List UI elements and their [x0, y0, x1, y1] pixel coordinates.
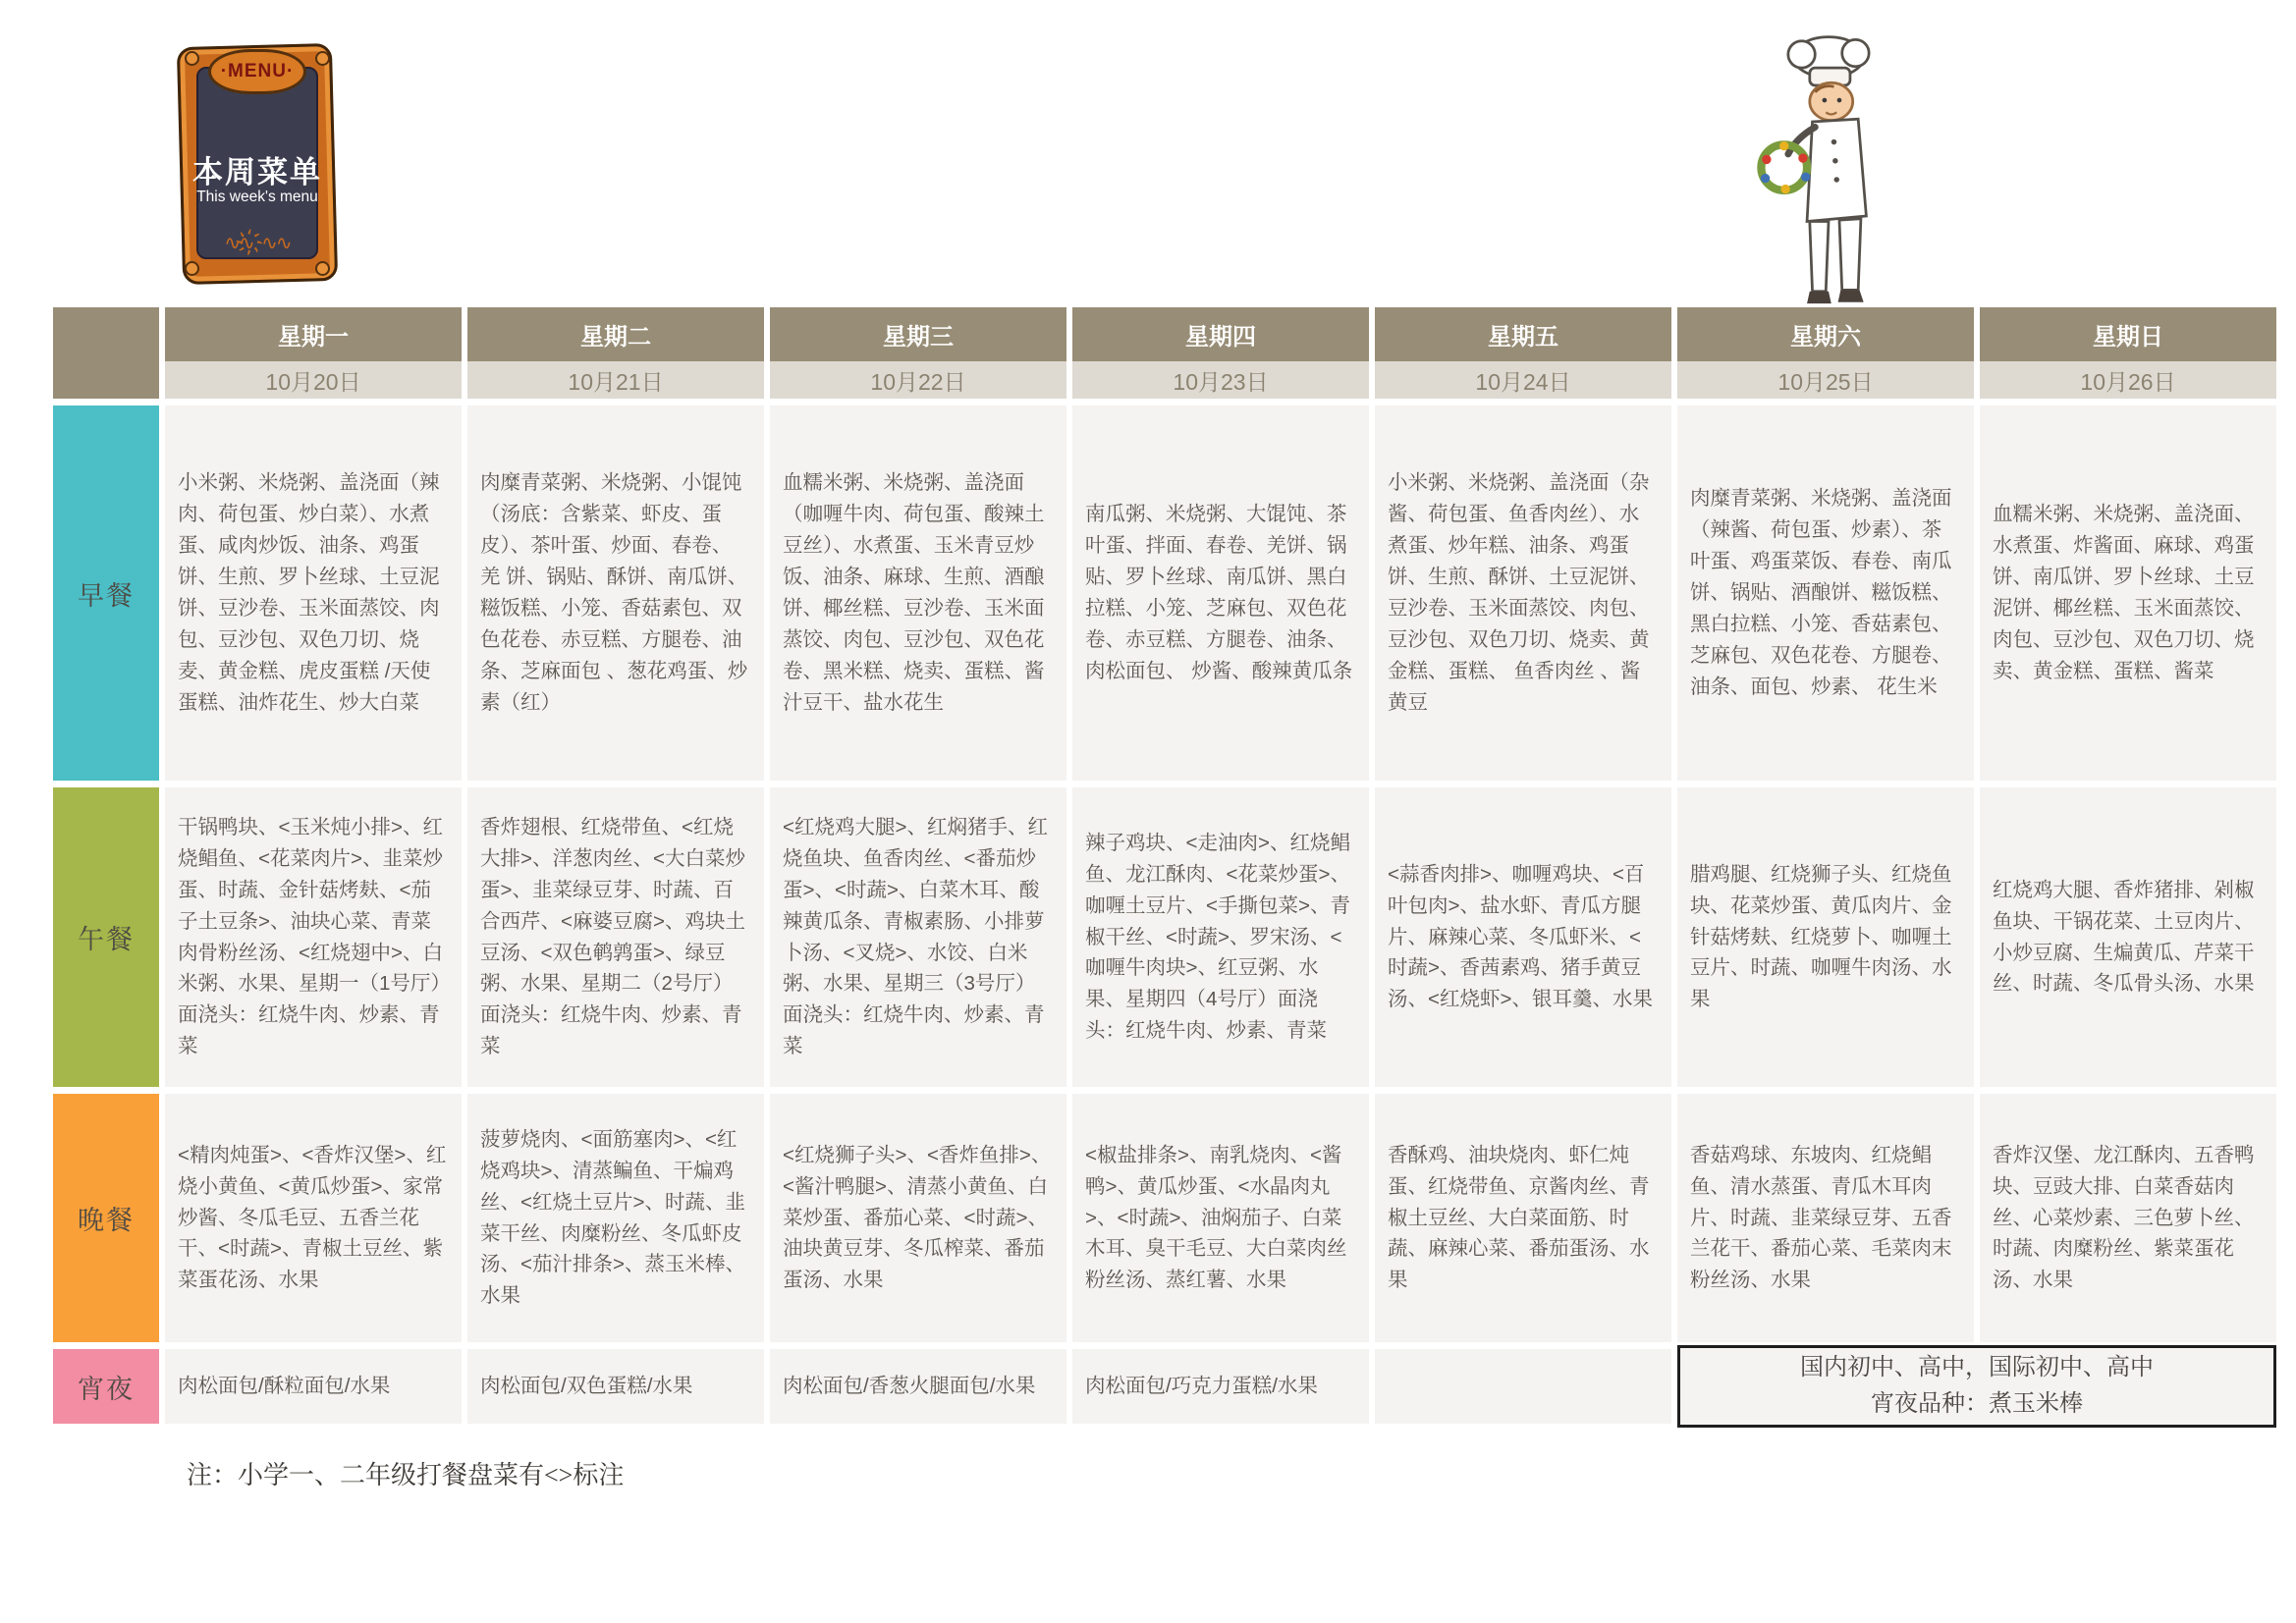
weekly-menu-table — [53, 307, 2276, 1424]
logo-title-cn: 本周菜单 — [192, 155, 322, 189]
day-column-header-mon — [165, 307, 462, 399]
menu-cell-breakfast-sat: 肉糜青菜粥、米烧粥、盖浇面（辣酱、荷包蛋、炒素）、茶叶蛋、鸡蛋菜饭、春卷、南瓜饼、锅贴、酒酿饼、糍饭糕、黑白拉糕、小笼、香菇素包、芝麻包、双色花卷、方腿卷、油条、面包、炒素、 花生米 — [1677, 406, 1974, 781]
menu-cell-lunch-sun: 红烧鸡大腿、香炸猪排、剁椒鱼块、干锅花菜、土豆肉片、小炒豆腐、生煸黄瓜、芹菜干丝、时蔬、冬瓜骨头汤、水果 — [1980, 787, 2276, 1087]
meal-row-label-breakfast: 早餐 — [53, 406, 159, 781]
day-name: 星期日 — [1980, 307, 2276, 361]
menu-cell-dinner-sat: 香菇鸡球、东坡肉、红烧鲳鱼、清水蒸蛋、青瓜木耳肉片、时蔬、韭菜绿豆芽、五香兰花干、番茄心菜、毛菜肉末粉丝汤、水果 — [1677, 1094, 1974, 1342]
menu-cell-lunch-thu: 辣子鸡块、<走油肉>、红烧鲳鱼、龙江酥肉、<花菜炒蛋>、咖喱土豆片、<手撕包菜>、青椒干丝、<时蔬>、罗宋汤、<咖喱牛肉块>、红豆粥、水果、星期四（4号厅）面浇头：红烧牛肉、炒素、青菜 — [1072, 787, 1369, 1087]
logo-nail-icon — [315, 261, 330, 276]
day-date: 10月22日 — [770, 361, 1066, 399]
weekend-snack-note-box — [1677, 1345, 2276, 1428]
menu-cell-breakfast-mon: 小米粥、米烧粥、盖浇面（辣肉、荷包蛋、炒白菜）、水煮蛋、咸肉炒饭、油条、鸡蛋饼、生煎、罗卜丝球、土豆泥饼、豆沙卷、玉米面蒸饺、肉包、豆沙包、双色刀切、烧麦、黄金糕、虎皮蛋糕 /天使蛋糕、油炸花生、炒大白菜 — [165, 406, 462, 781]
chef-illustration — [1746, 27, 1911, 310]
menu-cell-lunch-mon: 干锅鸭块、<玉米炖小排>、红烧鲳鱼、<花菜肉片>、韭菜炒蛋、时蔬、金针菇烤麸、<茄子土豆条>、油块心菜、青菜肉骨粉丝汤、<红烧翅中>、白米粥、水果、星期一（1号厅）面浇头：红烧牛肉、炒素、青菜 — [165, 787, 462, 1087]
menu-ribbon: ·MENU· — [208, 49, 306, 94]
logo-flourish-icon: ∿∿҉∿∿ — [224, 233, 291, 254]
weekend-snack-note-line2: 宵夜品种：煮玉米棒 — [1871, 1391, 2083, 1417]
day-column-header-sun — [1980, 307, 2276, 399]
menu-cell-lunch-wed: <红烧鸡大腿>、红焖猪手、红烧鱼块、鱼香肉丝、<番茄炒蛋>、<时蔬>、白菜木耳、酸辣黄瓜条、青椒素肠、小排萝卜汤、<叉烧>、水饺、白米粥、水果、星期三（3号厅）面浇头：红烧牛肉、炒素、青菜 — [770, 787, 1066, 1087]
menu-cell-snack-thu: 肉松面包/巧克力蛋糕/水果 — [1072, 1349, 1369, 1424]
menu-cell-breakfast-fri: 小米粥、米烧粥、盖浇面（杂酱、荷包蛋、鱼香肉丝）、水煮蛋、炒年糕、油条、鸡蛋饼、生煎、酥饼、土豆泥饼、豆沙卷、玉米面蒸饺、肉包、豆沙包、双色刀切、烧卖、黄金糕、蛋糕、 鱼香肉丝 、酱黄豆 — [1375, 406, 1671, 781]
day-column-header-fri — [1375, 307, 1671, 399]
weekend-snack-note-line1: 国内初中、高中，国际初中、高中 — [1800, 1354, 2154, 1380]
menu-cell-dinner-thu: <椒盐排条>、南乳烧肉、<酱鸭>、黄瓜炒蛋、<水晶肉丸>、<时蔬>、油焖茄子、白菜木耳、臭干毛豆、大白菜肉丝粉丝汤、蒸红薯、水果 — [1072, 1094, 1369, 1342]
table-corner-cell — [53, 307, 159, 399]
day-date: 10月20日 — [165, 361, 462, 399]
menu-cell-dinner-fri: 香酥鸡、油块烧肉、虾仁炖蛋、红烧带鱼、京酱肉丝、青椒土豆丝、大白菜面筋、时蔬、麻辣心菜、番茄蛋汤、水果 — [1375, 1094, 1671, 1342]
day-date: 10月26日 — [1980, 361, 2276, 399]
meal-row-label-snack: 宵夜 — [53, 1349, 159, 1424]
menu-cell-breakfast-thu: 南瓜粥、米烧粥、大馄饨、茶叶蛋、拌面、春卷、羌饼、锅贴、罗卜丝球、南瓜饼、黑白拉糕、小笼、芝麻包、双色花卷、赤豆糕、方腿卷、油条、肉松面包、 炒酱、酸辣黄瓜条 — [1072, 406, 1369, 781]
menu-cell-dinner-wed: <红烧狮子头>、<香炸鱼排>、<酱汁鸭腿>、清蒸小黄鱼、白菜炒蛋、番茄心菜、<时蔬>、油块黄豆芽、冬瓜榨菜、番茄蛋汤、水果 — [770, 1094, 1066, 1342]
day-name: 星期二 — [467, 307, 764, 361]
day-date: 10月21日 — [467, 361, 764, 399]
day-date: 10月25日 — [1677, 361, 1974, 399]
menu-cell-lunch-sat: 腊鸡腿、红烧狮子头、红烧鱼块、花菜炒蛋、黄瓜肉片、金针菇烤麸、红烧萝卜、咖喱土豆片、时蔬、咖喱牛肉汤、水果 — [1677, 787, 1974, 1087]
day-name: 星期五 — [1375, 307, 1671, 361]
menu-cell-breakfast-sun: 血糯米粥、米烧粥、盖浇面、水煮蛋、炸酱面、麻球、鸡蛋饼、南瓜饼、罗卜丝球、土豆泥饼、椰丝糕、玉米面蒸饺、肉包、豆沙包、双色刀切、烧卖、黄金糕、蛋糕、酱菜 — [1980, 406, 2276, 781]
footnote: 注：小学一、二年级打餐盘菜有<>标注 — [187, 1461, 625, 1489]
day-name: 星期六 — [1677, 307, 1974, 361]
menu-cell-lunch-fri: <蒜香肉排>、咖喱鸡块、<百叶包肉>、盐水虾、青瓜方腿片、麻辣心菜、冬瓜虾米、<时蔬>、香茜素鸡、猪手黄豆汤、<红烧虾>、银耳羹、水果 — [1375, 787, 1671, 1087]
meal-row-label-lunch: 午餐 — [53, 787, 159, 1087]
menu-cell-dinner-sun: 香炸汉堡、龙江酥肉、五香鸭块、豆豉大排、白菜香菇肉丝、心菜炒素、三色萝卜丝、时蔬、肉糜粉丝、紫菜蛋花汤、水果 — [1980, 1094, 2276, 1342]
day-column-header-wed — [770, 307, 1066, 399]
day-name: 星期四 — [1072, 307, 1369, 361]
day-column-header-thu — [1072, 307, 1369, 399]
menu-logo — [180, 45, 335, 283]
day-name: 星期三 — [770, 307, 1066, 361]
menu-cell-dinner-tue: 菠萝烧肉、<面筋塞肉>、<红烧鸡块>、清蒸鳊鱼、干煸鸡丝、<红烧土豆片>、时蔬、韭菜干丝、肉糜粉丝、冬瓜虾皮汤、<茄汁排条>、蒸玉米棒、水果 — [467, 1094, 764, 1342]
meal-row-label-dinner: 晚餐 — [53, 1094, 159, 1342]
menu-cell-lunch-tue: 香炸翅根、红烧带鱼、<红烧大排>、洋葱肉丝、<大白菜炒蛋>、韭菜绿豆芽、时蔬、百合西芹、<麻婆豆腐>、鸡块土豆汤、<双色鹌鹑蛋>、绿豆粥、水果、星期二（2号厅）面浇头：红烧牛肉、炒素、青菜 — [467, 787, 764, 1087]
logo-title-en: This week's menu — [196, 189, 318, 205]
logo-nail-icon — [185, 51, 199, 66]
day-date: 10月23日 — [1072, 361, 1369, 399]
day-column-header-tue — [467, 307, 764, 399]
logo-nail-icon — [315, 51, 330, 66]
day-name: 星期一 — [165, 307, 462, 361]
menu-cell-snack-mon: 肉松面包/酥粒面包/水果 — [165, 1349, 462, 1424]
menu-cell-breakfast-wed: 血糯米粥、米烧粥、盖浇面（咖喱牛肉、荷包蛋、酸辣土豆丝）、水煮蛋、玉米青豆炒饭、油条、麻球、生煎、酒酿饼、椰丝糕、豆沙卷、玉米面蒸饺、肉包、豆沙包、双色花卷、黑米糕、烧卖、蛋糕、酱汁豆干、盐水花生 — [770, 406, 1066, 781]
day-date: 10月24日 — [1375, 361, 1671, 399]
day-column-header-sat — [1677, 307, 1974, 399]
menu-cell-snack-fri — [1375, 1349, 1671, 1424]
menu-cell-breakfast-tue: 肉糜青菜粥、米烧粥、小馄饨（汤底：含紫菜、虾皮、蛋皮）、茶叶蛋、炒面、春卷、羌 饼、锅贴、酥饼、南瓜饼、糍饭糕、小笼、香菇素包、双色花卷、赤豆糕、方腿卷、油条、芝麻面包 、葱花鸡蛋、炒素（红） — [467, 406, 764, 781]
logo-nail-icon — [185, 261, 199, 276]
menu-cell-dinner-mon: <精肉炖蛋>、<香炸汉堡>、红烧小黄鱼、<黄瓜炒蛋>、家常炒酱、冬瓜毛豆、五香兰花干、<时蔬>、青椒土豆丝、紫菜蛋花汤、水果 — [165, 1094, 462, 1342]
menu-cell-snack-wed: 肉松面包/香葱火腿面包/水果 — [770, 1349, 1066, 1424]
menu-cell-snack-tue: 肉松面包/双色蛋糕/水果 — [467, 1349, 764, 1424]
